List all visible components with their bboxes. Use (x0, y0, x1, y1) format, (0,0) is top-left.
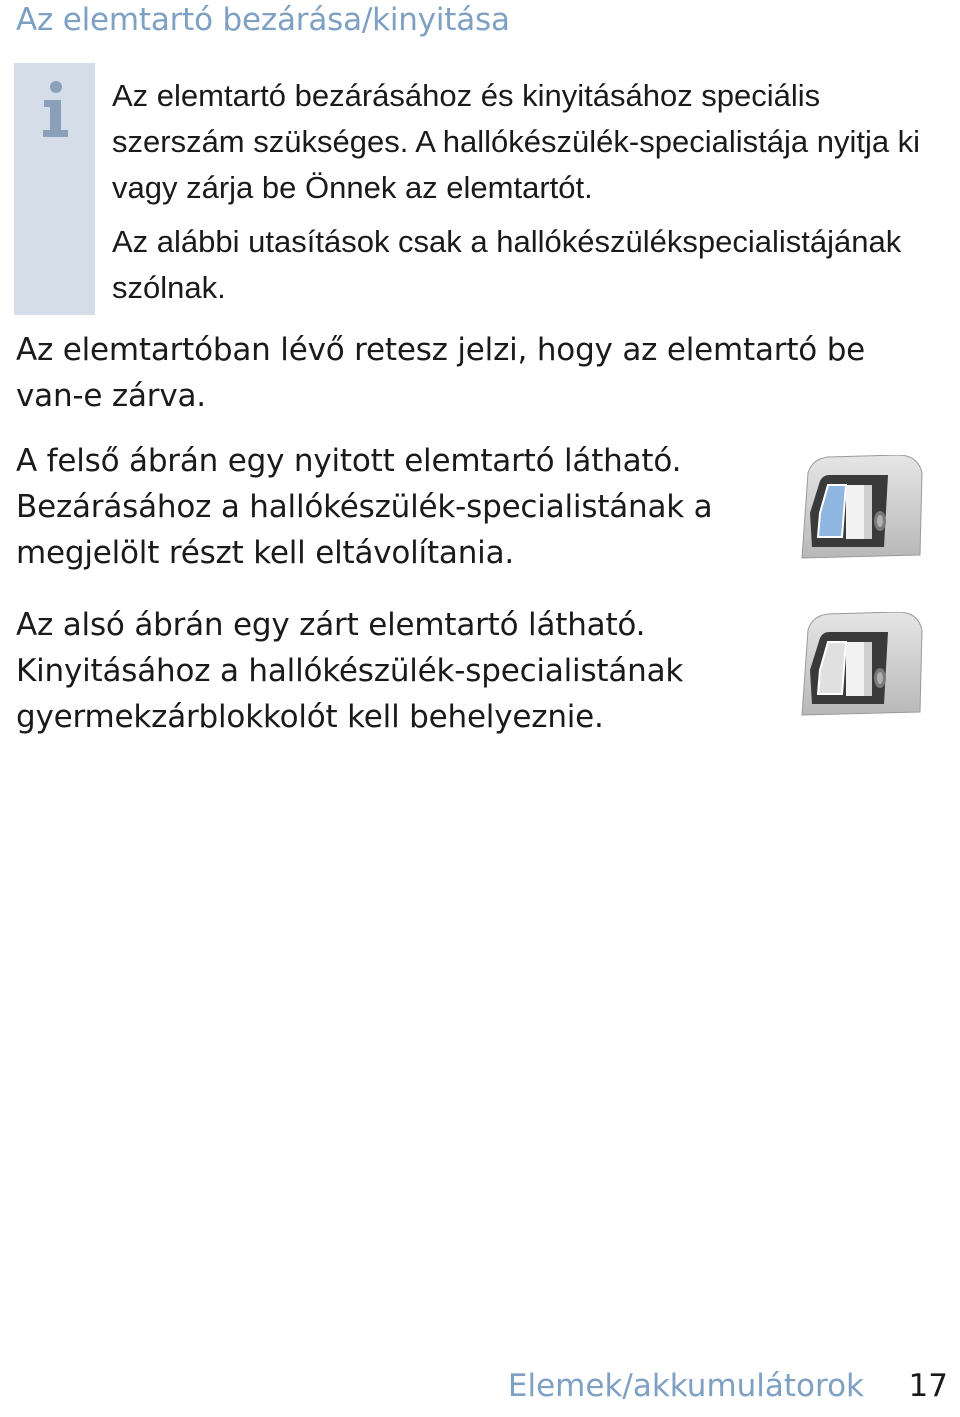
note-paragraph-2: Az alábbi utasítások csak a hallókészülékspecialistájának szólnak. (112, 224, 902, 305)
footer-section-title: Elemek/akkumulátorok (507, 1368, 864, 1404)
page-title: Az elemtartó bezárása/kinyitása (16, 2, 510, 38)
note-paragraph-1: Az elemtartó bezárásához és kinyitásához speciális szerszám szükséges. A hallókészülék-specialistája nyitja ki vagy zárja be Önnek az elemtartót. (112, 78, 921, 205)
open-battery-holder-figure (798, 455, 924, 565)
open-holder-paragraph: A felső ábrán egy nyitott elemtartó látható. Bezárásához a hallókészülék-specialistának a megjelölt részt kell eltávolítania. (16, 443, 713, 571)
info-note (112, 73, 942, 311)
page-number: 17 (908, 1368, 948, 1404)
info-icon (40, 80, 70, 138)
closed-battery-holder-figure (798, 612, 924, 722)
closed-holder-paragraph: Az alsó ábrán egy zárt elemtartó látható. Kinyitásához a hallókészülék-specialistának gyermekzárblokkolót kell behelyeznie. (16, 607, 684, 735)
latch-paragraph: Az elemtartóban lévő retesz jelzi, hogy az elemtartó be van-e zárva. (16, 332, 866, 414)
